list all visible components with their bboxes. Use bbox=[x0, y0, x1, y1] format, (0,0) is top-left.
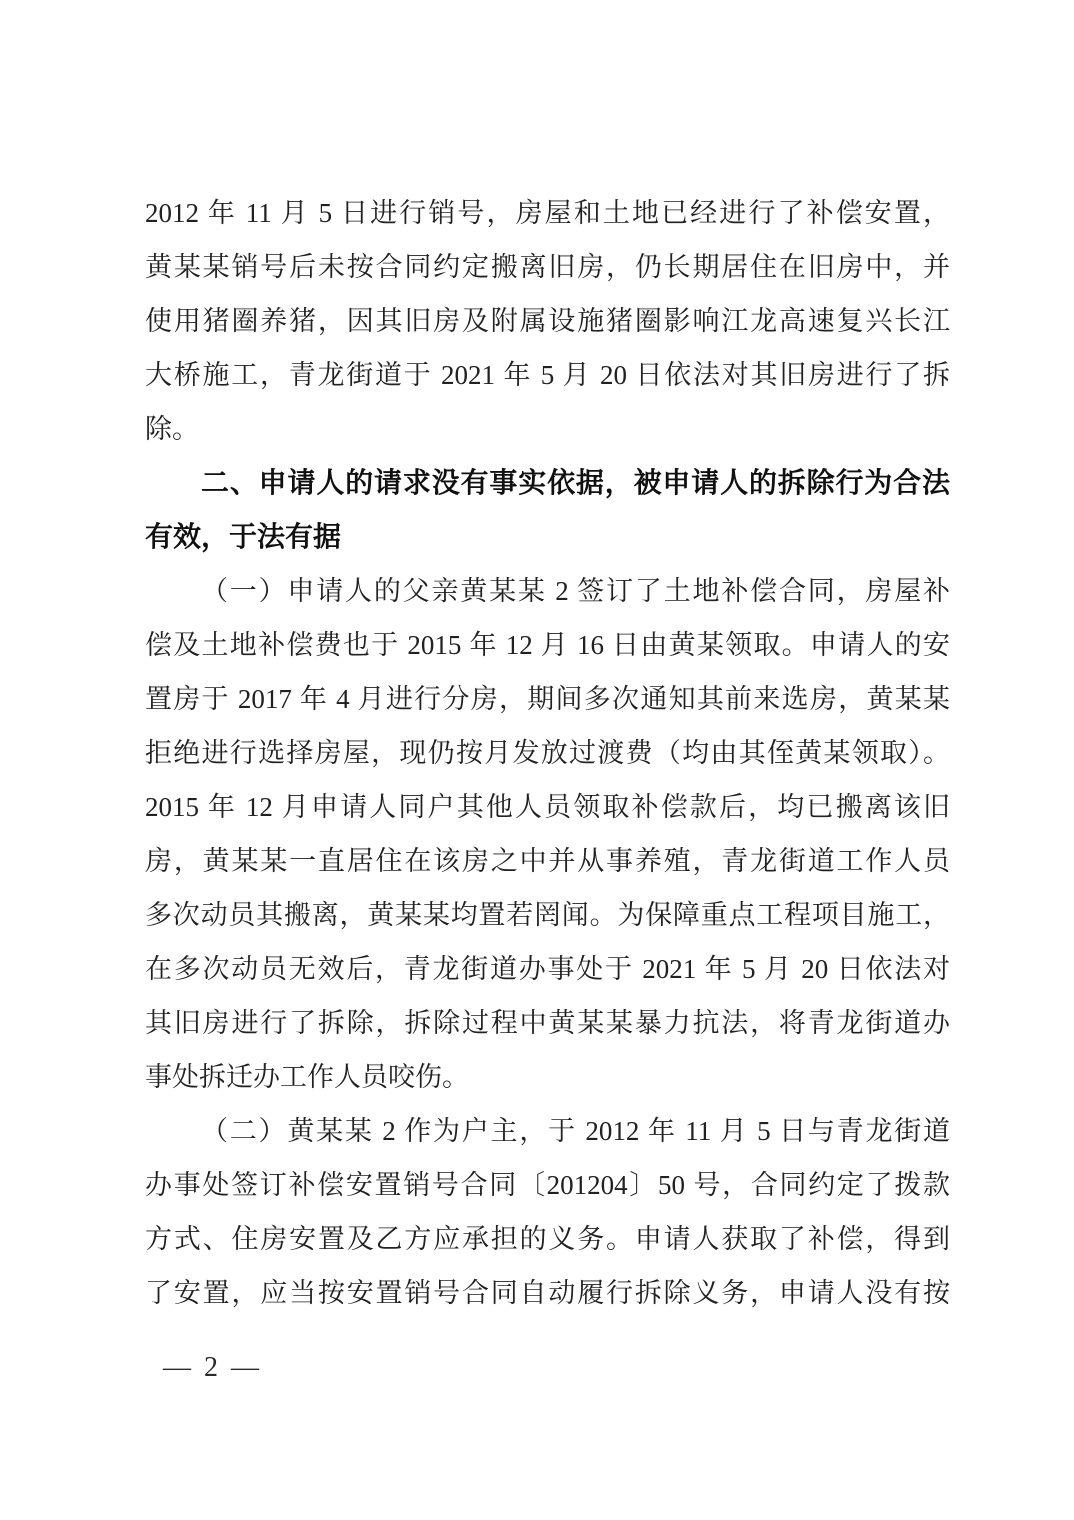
text-line: 偿及土地补偿费也于 2015 年 12 月 16 日由黄某领取。申请人的安 bbox=[145, 630, 950, 660]
text-line: 大桥施工，青龙街道于 2021 年 5 月 20 日依法对其旧房进行了拆 bbox=[145, 360, 950, 390]
text-line: 置房于 2017 年 4 月进行分房，期间多次通知其前来选房，黄某某 bbox=[145, 684, 950, 714]
text-line: 方式、住房安置及乙方应承担的义务。申请人获取了补偿，得到 bbox=[145, 1224, 950, 1254]
text-line: （一）申请人的父亲黄某某 2 签订了土地补偿合同，房屋补 bbox=[201, 576, 950, 606]
section-heading-line: 二、申请人的请求没有事实依据，被申请人的拆除行为合法 bbox=[201, 467, 950, 498]
text-line: 其旧房进行了拆除，拆除过程中黄某某暴力抗法，将青龙街道办 bbox=[145, 1008, 950, 1038]
text-line: 事处拆迁办工作人员咬伤。 bbox=[145, 1062, 469, 1092]
text-line: 2015 年 12 月申请人同户其他人员领取补偿款后，均已搬离该旧 bbox=[145, 792, 950, 822]
text-line: （二）黄某某 2 作为户主，于 2012 年 11 月 5 日与青龙街道 bbox=[201, 1116, 950, 1146]
text-line: 多次动员其搬离，黄某某均置若罔闻。为保障重点工程项目施工， bbox=[145, 900, 950, 930]
page-number: — 2 — bbox=[163, 1352, 262, 1383]
text-line: 黄某某销号后未按合同约定搬离旧房，仍长期居住在旧房中，并 bbox=[145, 252, 950, 282]
text-line: 拒绝进行选择房屋，现仍按月发放过渡费（均由其侄黄某领取）。 bbox=[145, 738, 950, 768]
text-line: 2012 年 11 月 5 日进行销号，房屋和土地已经进行了补偿安置， bbox=[145, 198, 950, 228]
text-line: 除。 bbox=[145, 414, 199, 444]
text-line: 办事处签订补偿安置销号合同〔201204〕50 号，合同约定了拨款 bbox=[145, 1170, 950, 1200]
body-text bbox=[145, 186, 950, 1320]
text-line: 房，黄某某一直居住在该房之中并从事养殖，青龙街道工作人员 bbox=[145, 846, 950, 876]
text-line: 使用猪圈养猪，因其旧房及附属设施猪圈影响江龙高速复兴长江 bbox=[145, 306, 950, 336]
text-line: 了安置，应当按安置销号合同自动履行拆除义务，申请人没有按 bbox=[145, 1278, 950, 1308]
section-heading-line: 有效，于法有据 bbox=[145, 521, 342, 552]
text-line: 在多次动员无效后，青龙街道办事处于 2021 年 5 月 20 日依法对 bbox=[145, 954, 950, 984]
